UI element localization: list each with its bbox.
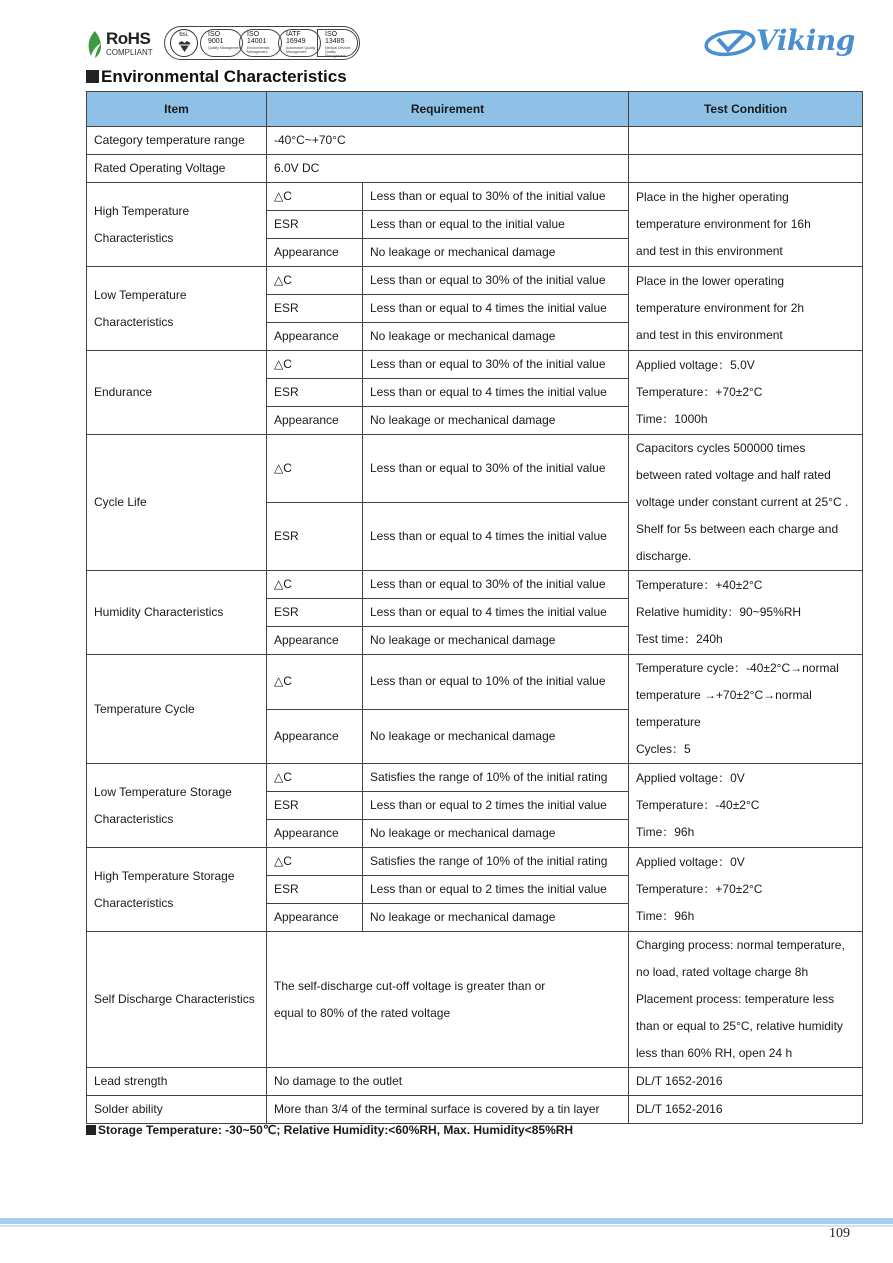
condition-cell: DL/T 1652-2016 — [629, 1068, 863, 1096]
condition-cell: Applied voltage：0V Temperature：+70±2°C Time：96h — [629, 848, 863, 932]
requirement-cell: No leakage or mechanical damage — [363, 323, 629, 351]
param-cell: Appearance — [267, 820, 363, 848]
requirement-cell: The self-discharge cut-off voltage is greater than or equal to 80% of the rated voltage — [267, 932, 629, 1068]
table-row — [87, 155, 863, 183]
table-row — [87, 571, 863, 599]
storage-footnote: Storage Temperature: -30~50℃; Relative Humidity:<60%RH, Max. Humidity<85%RH — [86, 1123, 573, 1137]
table-row — [87, 848, 863, 876]
cert-iatf16949: IATF 16949 Automotive Quality Management — [278, 29, 321, 57]
requirement-cell: Less than or equal to 4 times the initial value — [363, 503, 629, 571]
param-cell: △C — [267, 571, 363, 599]
rohs-subtitle: COMPLIANT — [106, 48, 153, 57]
requirement-cell: No damage to the outlet — [267, 1068, 629, 1096]
requirement-cell: 6.0V DC — [267, 155, 629, 183]
requirement-cell: Less than or equal to the initial value — [363, 211, 629, 239]
param-cell: Appearance — [267, 407, 363, 435]
rohs-title: RoHS — [106, 29, 151, 48]
viking-eye-icon — [704, 28, 758, 58]
param-cell: ESR — [267, 379, 363, 407]
requirement-cell: Less than or equal to 10% of the initial value — [363, 655, 629, 710]
requirement-cell: Less than or equal to 30% of the initial value — [363, 435, 629, 503]
requirement-cell: Satisfies the range of 10% of the initial rating — [363, 848, 629, 876]
requirement-cell: -40°C~+70°C — [267, 127, 629, 155]
param-cell: △C — [267, 351, 363, 379]
requirement-cell: No leakage or mechanical damage — [363, 239, 629, 267]
param-cell: ESR — [267, 876, 363, 904]
square-bullet-icon — [86, 70, 99, 83]
table-row — [87, 127, 863, 155]
column-header-requirement: Requirement — [267, 92, 629, 127]
param-cell: △C — [267, 183, 363, 211]
table-row — [87, 932, 863, 1068]
param-cell: △C — [267, 655, 363, 710]
param-cell: Appearance — [267, 323, 363, 351]
condition-cell: Place in the lower operating temperature environment for 2h and test in this environment — [629, 267, 863, 351]
item-cell: Rated Operating Voltage — [87, 155, 267, 183]
section-title: Environmental Characteristics — [86, 67, 347, 87]
param-cell: △C — [267, 848, 363, 876]
item-cell: Solder ability — [87, 1096, 267, 1124]
param-cell: △C — [267, 267, 363, 295]
environmental-table — [86, 91, 863, 1124]
param-cell: Appearance — [267, 239, 363, 267]
item-cell: Low Temperature Characteristics — [87, 267, 267, 351]
column-header-test-condition: Test Condition — [629, 92, 863, 127]
column-header-item: Item — [87, 92, 267, 127]
param-cell: ESR — [267, 503, 363, 571]
certification-badges — [164, 26, 360, 60]
requirement-cell: Satisfies the range of 10% of the initial rating — [363, 764, 629, 792]
condition-cell: Applied voltage：5.0V Temperature：+70±2°C Time：1000h — [629, 351, 863, 435]
condition-cell — [629, 155, 863, 183]
item-cell: Category temperature range — [87, 127, 267, 155]
requirement-cell: No leakage or mechanical damage — [363, 627, 629, 655]
table-row — [87, 267, 863, 295]
requirement-cell: No leakage or mechanical damage — [363, 820, 629, 848]
brand-name: Viking — [756, 24, 855, 57]
table-header-row — [87, 92, 863, 127]
param-cell: Appearance — [267, 904, 363, 932]
requirement-cell: No leakage or mechanical damage — [363, 904, 629, 932]
table-row — [87, 764, 863, 792]
item-cell: Cycle Life — [87, 435, 267, 571]
cert-iso9001: ISO 9001 Quality Management — [200, 29, 243, 57]
condition-cell: DL/T 1652-2016 — [629, 1096, 863, 1124]
condition-cell: Capacitors cycles 500000 times between rated voltage and half rated voltage under constant current at 25°C . Shelf for 5s between each charge and discharge. — [629, 435, 863, 571]
requirement-cell: Less than or equal to 2 times the initial value — [363, 792, 629, 820]
param-cell: ESR — [267, 295, 363, 323]
rohs-badge — [86, 27, 158, 61]
condition-cell: Charging process: normal temperature, no load, rated voltage charge 8h Placement process: temperature less than or equal to 25°C, relative humidity less than 60% RH, open 24 h — [629, 932, 863, 1068]
footer-band-light — [0, 1225, 893, 1227]
page-number: 109 — [829, 1226, 850, 1241]
requirement-cell: Less than or equal to 2 times the initial value — [363, 876, 629, 904]
requirement-cell: Less than or equal to 4 times the initial value — [363, 379, 629, 407]
condition-cell: Applied voltage：0V Temperature：-40±2°C Time：96h — [629, 764, 863, 848]
param-cell: ESR — [267, 211, 363, 239]
requirement-cell: No leakage or mechanical damage — [363, 709, 629, 764]
rohs-leaf-icon — [86, 29, 104, 59]
item-cell: Low Temperature Storage Characteristics — [87, 764, 267, 848]
table-row — [87, 655, 863, 710]
requirement-cell: Less than or equal to 4 times the initial value — [363, 295, 629, 323]
square-bullet-icon — [86, 1125, 96, 1135]
footer-band — [0, 1218, 893, 1224]
item-cell: Endurance — [87, 351, 267, 435]
param-cell: ESR — [267, 792, 363, 820]
requirement-cell: No leakage or mechanical damage — [363, 407, 629, 435]
cert-iso13485: ISO 13485 Medical Devices Quality Management — [317, 29, 358, 57]
condition-cell: Temperature cycle：-40±2°C→normal temperature →+70±2°C→normal temperature Cycles：5 — [629, 655, 863, 764]
requirement-cell: More than 3/4 of the terminal surface is covered by a tin layer — [267, 1096, 629, 1124]
item-cell: High Temperature Storage Characteristics — [87, 848, 267, 932]
bsi-kitemark-icon — [178, 40, 191, 53]
table-row — [87, 183, 863, 211]
requirement-cell: Less than or equal to 4 times the initial value — [363, 599, 629, 627]
item-cell: Self Discharge Characteristics — [87, 932, 267, 1068]
table-row — [87, 351, 863, 379]
cert-iso14001: ISO 14001 Environmental Management — [239, 29, 282, 57]
param-cell: △C — [267, 435, 363, 503]
item-cell: Humidity Characteristics — [87, 571, 267, 655]
param-cell: Appearance — [267, 709, 363, 764]
condition-cell: Place in the higher operating temperature environment for 16h and test in this environment — [629, 183, 863, 267]
table-row — [87, 435, 863, 503]
bsi-logo — [170, 29, 198, 57]
requirement-cell: Less than or equal to 30% of the initial value — [363, 571, 629, 599]
page-header — [0, 0, 893, 68]
item-cell: Lead strength — [87, 1068, 267, 1096]
table-row — [87, 1068, 863, 1096]
requirement-cell: Less than or equal to 30% of the initial value — [363, 267, 629, 295]
param-cell: ESR — [267, 599, 363, 627]
item-cell: High Temperature Characteristics — [87, 183, 267, 267]
requirement-cell: Less than or equal to 30% of the initial value — [363, 351, 629, 379]
table-row — [87, 1096, 863, 1124]
viking-logo — [704, 24, 854, 64]
param-cell: △C — [267, 764, 363, 792]
item-cell: Temperature Cycle — [87, 655, 267, 764]
param-cell: Appearance — [267, 627, 363, 655]
condition-cell — [629, 127, 863, 155]
requirement-cell: Less than or equal to 30% of the initial value — [363, 183, 629, 211]
condition-cell: Temperature：+40±2°C Relative humidity：90~95%RH Test time：240h — [629, 571, 863, 655]
bsi-label: bsi. — [179, 32, 189, 38]
